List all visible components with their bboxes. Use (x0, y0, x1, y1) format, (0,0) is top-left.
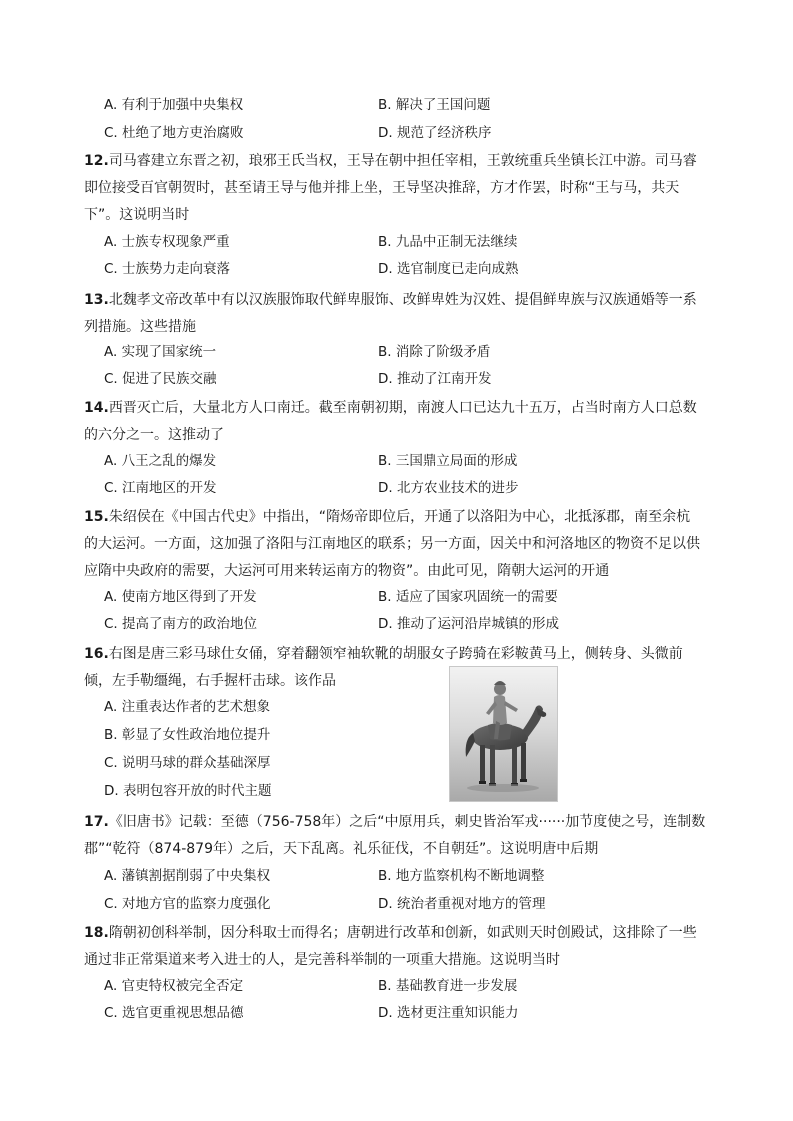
q13-option-c[interactable]: C. 促进了民族交融 (104, 371, 217, 387)
question-17-stem: 《旧唐书》记载：至德（756-758年）之后“中原用兵，刺史皆治军戎······加节度使之号，连制数郡”“乾符（874-879年）之后，天下乱离。礼乐征伐，不自朝廷”。这说明唐中后期 (84, 814, 706, 857)
question-17-number: 17. (84, 814, 109, 830)
q17-option-c[interactable]: C. 对地方官的监察力度强化 (104, 896, 271, 912)
question-16-stem: 右图是唐三彩马球仕女俑，穿着翻领窄袖软靴的胡服女子跨骑在彩鞍黄马上，侧转身、头微前倾，左手勒缰绳，右手握杆击球。该作品 (84, 646, 683, 689)
question-18 (84, 920, 709, 974)
q18-option-d[interactable]: D. 选材更注重知识能力 (378, 1005, 519, 1021)
q15-option-b[interactable]: B. 适应了国家巩固统一的需要 (378, 589, 558, 605)
q17-options-row-1 (104, 866, 744, 886)
question-14 (84, 395, 704, 449)
q11-option-c[interactable]: C. 杜绝了地方吏治腐败 (104, 125, 244, 141)
q17-option-a[interactable]: A. 藩镇割据削弱了中央集权 (104, 868, 271, 884)
q16-option-b[interactable]: B. 彰显了女性政治地位提升 (104, 727, 271, 743)
question-15 (84, 504, 704, 585)
q14-option-a[interactable]: A. 八王之乱的爆发 (104, 453, 217, 469)
q12-options-row-1 (104, 232, 744, 252)
question-13 (84, 287, 704, 341)
question-17 (84, 809, 709, 863)
q11-option-b[interactable]: B. 解决了王国问题 (378, 97, 491, 113)
q13-options-row-1 (104, 342, 744, 362)
q12-option-a[interactable]: A. 士族专权现象严重 (104, 234, 230, 250)
q18-option-c[interactable]: C. 选官更重视思想品德 (104, 1005, 244, 1021)
question-14-number: 14. (84, 400, 109, 416)
q11-option-a[interactable]: A. 有利于加强中央集权 (104, 97, 244, 113)
q13-option-d[interactable]: D. 推动了江南开发 (378, 371, 492, 387)
question-15-number: 15. (84, 509, 109, 525)
q17-options-row-2 (104, 894, 744, 914)
tang-sancai-figurine-image (449, 666, 558, 802)
q12-option-c[interactable]: C. 士族势力走向衰落 (104, 261, 231, 277)
question-12 (84, 148, 709, 229)
q14-options-row-1 (104, 451, 744, 471)
q11-option-d[interactable]: D. 规范了经济秩序 (378, 125, 492, 141)
q14-option-c[interactable]: C. 江南地区的开发 (104, 480, 217, 496)
question-13-stem: 北魏孝文帝改革中有以汉族服饰取代鲜卑服饰、改鲜卑姓为汉姓、提倡鲜卑族与汉族通婚等一系列措施。这些措施 (84, 292, 697, 335)
q15-option-d[interactable]: D. 推动了运河沿岸城镇的形成 (378, 616, 559, 632)
q11-options-row-2 (104, 123, 744, 143)
question-15-stem: 朱绍侯在《中国古代史》中指出，“隋炀帝即位后，开通了以洛阳为中心，北抵涿郡，南至余杭的大运河。一方面，这加强了洛阳与江南地区的联系；另一方面，因关中和河洛地区的物资不足以供应隋中央政府的需要，大运河可用来转运南方的物资”。由此可见，隋朝大运河的开通 (84, 509, 700, 579)
q14-options-row-2 (104, 478, 744, 498)
q16-option-d[interactable]: D. 表明包容开放的时代主题 (104, 783, 272, 799)
q16-option-row-b (104, 725, 434, 745)
question-12-number: 12. (84, 153, 109, 169)
q13-option-a[interactable]: A. 实现了国家统一 (104, 344, 217, 360)
q11-options-row-1 (104, 95, 744, 115)
q16-option-row-c (104, 753, 434, 773)
q18-option-b[interactable]: B. 基础教育进一步发展 (378, 978, 518, 994)
q12-options-row-2 (104, 259, 744, 279)
q14-option-b[interactable]: B. 三国鼎立局面的形成 (378, 453, 518, 469)
q17-option-d[interactable]: D. 统治者重视对地方的管理 (378, 896, 546, 912)
q15-option-c[interactable]: C. 提高了南方的政治地位 (104, 616, 258, 632)
q16-option-row-a (104, 697, 434, 717)
q15-options-row-2 (104, 614, 744, 634)
q16-option-a[interactable]: A. 注重表达作者的艺术想象 (104, 699, 271, 715)
q15-option-a[interactable]: A. 使南方地区得到了开发 (104, 589, 257, 605)
question-12-stem: 司马睿建立东晋之初，琅邪王氏当权，王导在朝中担任宰相，王敦统重兵坐镇长江中游。司马睿即位接受百官朝贺时，甚至请王导与他并排上坐，王导坚决推辞，方才作罢，时称“王与马，共天下”。这说明当时 (84, 153, 697, 223)
question-18-stem: 隋朝初创科举制，因分科取士而得名；唐朝进行改革和创新，如武则天时创殿试，这排除了一些通过非正常渠道来考入进士的人，是完善科举制的一项重大措施。这说明当时 (84, 925, 697, 968)
q12-option-d[interactable]: D. 选官制度已走向成熟 (378, 261, 519, 277)
q16-option-c[interactable]: C. 说明马球的群众基础深厚 (104, 755, 271, 771)
q18-options-row-1 (104, 976, 744, 996)
question-18-number: 18. (84, 925, 109, 941)
q16-option-row-d (104, 781, 434, 801)
q18-option-a[interactable]: A. 官吏特权被完全否定 (104, 978, 244, 994)
q13-option-b[interactable]: B. 消除了阶级矛盾 (378, 344, 491, 360)
q15-options-row-1 (104, 587, 744, 607)
question-16-number: 16. (84, 646, 109, 662)
q13-options-row-2 (104, 369, 744, 389)
question-16 (84, 641, 704, 695)
q18-options-row-2 (104, 1003, 744, 1023)
q14-option-d[interactable]: D. 北方农业技术的进步 (378, 480, 519, 496)
question-14-stem: 西晋灭亡后，大量北方人口南迁。截至南朝初期，南渡人口已达九十五万，占当时南方人口总数的六分之一。这推动了 (84, 400, 697, 443)
q17-option-b[interactable]: B. 地方监察机构不断地调整 (378, 868, 545, 884)
q12-option-b[interactable]: B. 九品中正制无法继续 (378, 234, 518, 250)
question-13-number: 13. (84, 292, 109, 308)
